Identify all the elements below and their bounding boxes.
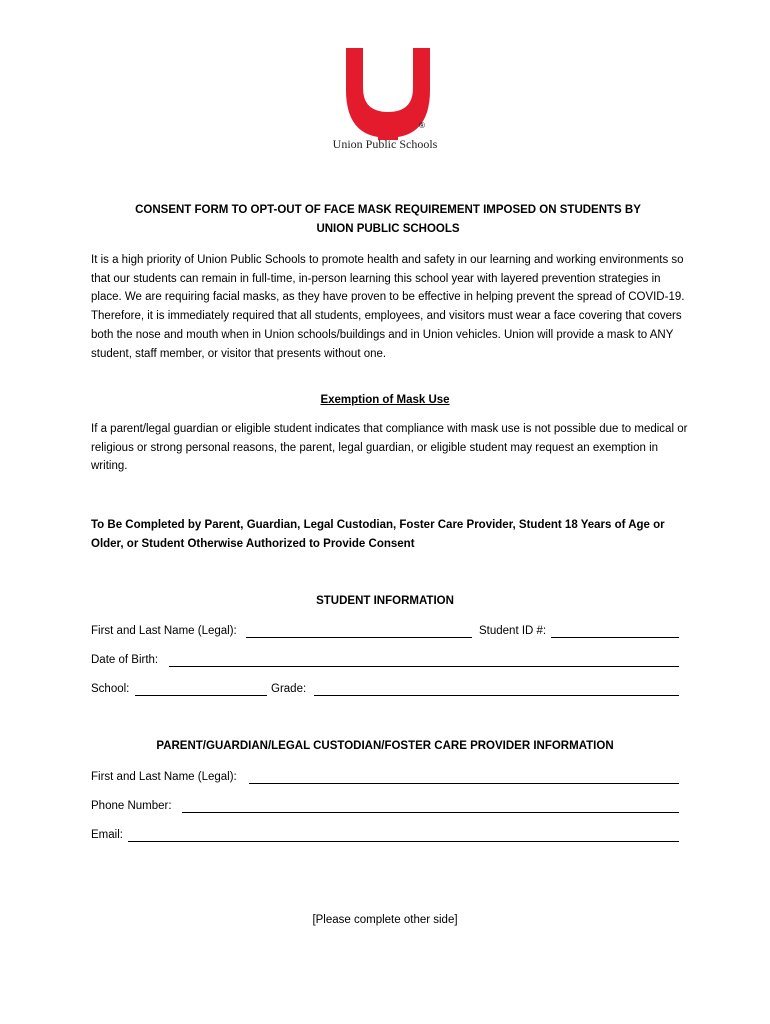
dob-label: Date of Birth: <box>91 654 159 666</box>
grade-label: Grade: <box>271 683 307 695</box>
footer-note: [Please complete other side] <box>312 914 458 926</box>
completion-instructions: To Be Completed by Parent, Guardian, Legal Custodian, Foster Care Provider, Student 18 Years of Age or Older, or Student Otherwise Authorized to Provide Consent <box>91 519 665 550</box>
union-public-schools-logo <box>346 48 430 140</box>
parent-name-field[interactable] <box>249 783 679 784</box>
exemption-paragraph: If a parent/legal guardian or eligible student indicates that compliance with mask use is not possible due to medical or religious or strong personal reasons, the parent, legal guardian, or eligible student may request an exemption in writing. <box>91 423 688 473</box>
phone-field[interactable] <box>182 812 679 813</box>
phone-label: Phone Number: <box>91 800 172 812</box>
student-info-heading: STUDENT INFORMATION <box>316 595 454 607</box>
email-label: Email: <box>91 829 123 841</box>
school-label: School: <box>91 683 130 695</box>
document-title <box>80 201 696 239</box>
student-id-field[interactable] <box>551 637 679 638</box>
exemption-heading: Exemption of Mask Use <box>320 394 450 406</box>
dob-field[interactable] <box>169 666 679 667</box>
student-name-field[interactable] <box>246 637 472 638</box>
email-field[interactable] <box>128 841 679 842</box>
grade-field[interactable] <box>314 695 679 696</box>
title-line-1: CONSENT FORM TO OPT-OUT OF FACE MASK REQUIREMENT IMPOSED ON STUDENTS BY <box>135 204 641 216</box>
student-id-label: Student ID #: <box>479 625 547 637</box>
registered-mark: ® <box>419 121 425 130</box>
title-line-2: UNION PUBLIC SCHOOLS <box>316 223 460 235</box>
parent-name-label: First and Last Name (Legal): <box>91 771 237 783</box>
student-name-label: First and Last Name (Legal): <box>91 625 237 637</box>
intro-paragraph: It is a high priority of Union Public Schools to promote health and safety in our learning and working environments so that our students can remain in full-time, in-person learning this school year with layered prevention strategies in place. We are requiring facial masks, as they have proven to be effective in helping prevent the spread of COVID-19. Therefore, it is immediately required that all students, employees, and visitors must wear a face covering that covers both the nose and mouth when in Union schools/buildings and in Union vehicles. Union will provide a mask to ANY student, staff member, or visitor that presents without one. <box>91 254 685 360</box>
parent-info-heading: PARENT/GUARDIAN/LEGAL CUSTODIAN/FOSTER CARE PROVIDER INFORMATION <box>156 740 614 752</box>
org-name: Union Public Schools <box>332 137 438 151</box>
school-field[interactable] <box>135 695 267 696</box>
